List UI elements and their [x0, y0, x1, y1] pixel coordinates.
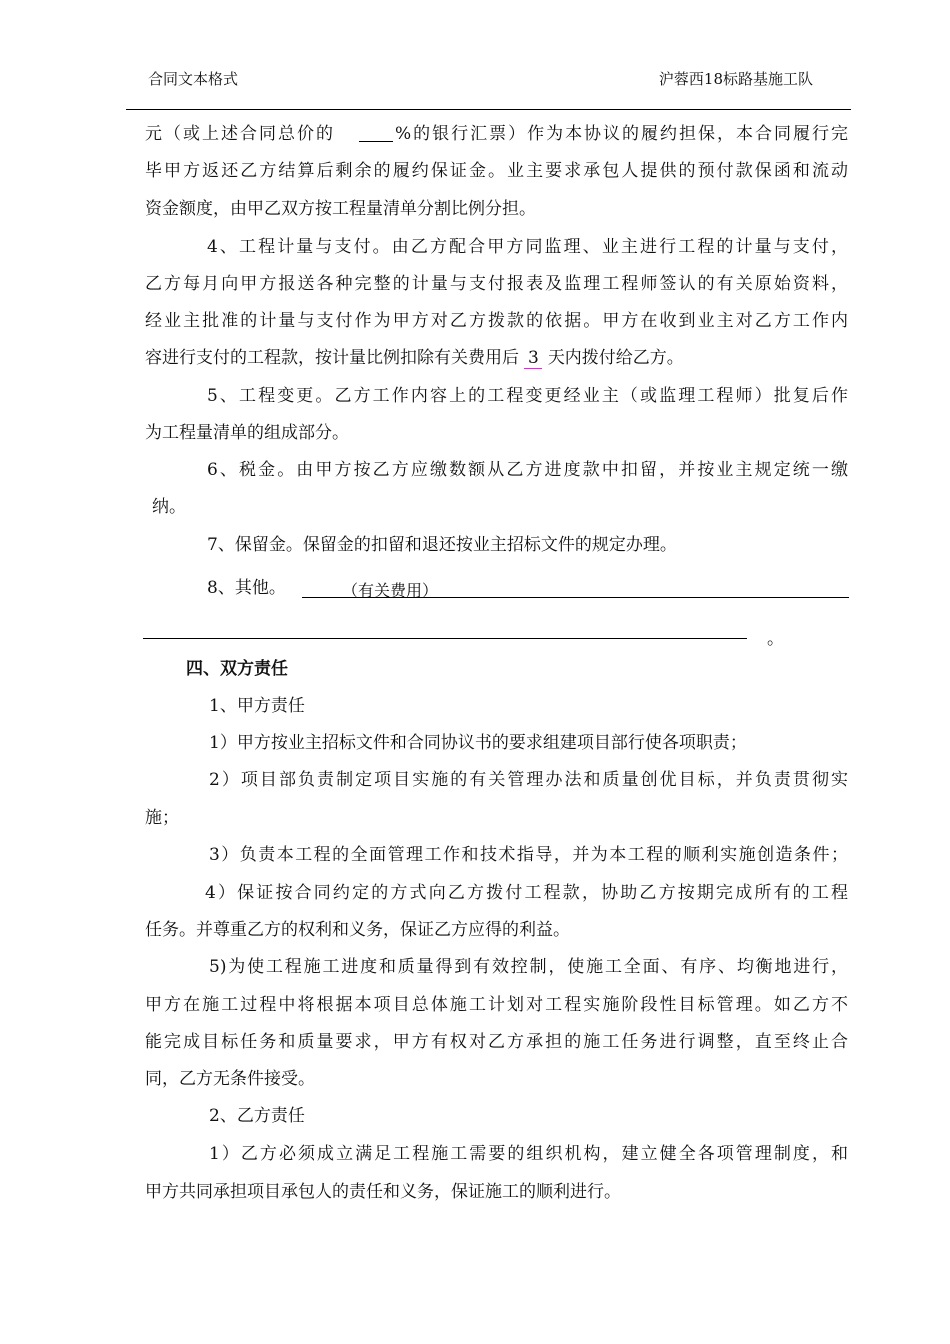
p3-line-3: 资金额度，由甲乙双方按工程量清单分割比例分担。 — [145, 199, 536, 219]
p6-line-2: 纳。 — [152, 497, 186, 517]
payment-days-value: 3 — [524, 348, 542, 369]
other-fill-line — [302, 580, 849, 598]
party-b-item-1-line-1: 1）乙方必须成立满足工程施工需要的组织机构，建立健全各项管理制度，和 — [209, 1144, 848, 1164]
percent-blank — [359, 125, 393, 142]
p8-label: 8、其他。 — [207, 578, 286, 598]
header-left-title: 合同文本格式 — [148, 70, 239, 88]
party-a-item-4-line-1: 4）保证按合同约定的方式向乙方拨付工程款，协助乙方按期完成所有的工程 — [205, 883, 848, 903]
p6-line-1: 6、税金。由甲方按乙方应缴数额从乙方进度款中扣留，并按业主规定统一缴 — [207, 460, 848, 480]
party-a-item-3: 3）负责本工程的全面管理工作和技术指导，并为本工程的顺利实施创造条件； — [209, 845, 848, 865]
party-a-item-1: 1）甲方按业主招标文件和合同协议书的要求组建项目部行使各项职责； — [209, 733, 747, 753]
section-4-title: 四、双方责任 — [186, 659, 288, 679]
p4-line-3: 经业主批准的计量与支付作为甲方对乙方拨款的依据。甲方在收到业主对乙方工作内 — [145, 311, 848, 331]
party-a-item-5-line-2: 甲方在施工过程中将根据本项目总体施工计划对工程实施阶段性目标管理。如乙方不 — [145, 995, 848, 1015]
p5-line-1: 5、工程变更。乙方工作内容上的工程变更经业主（或监理工程师）批复后作 — [207, 386, 848, 406]
header-right-title: 沪蓉西18标路基施工队 — [658, 70, 813, 88]
p4-line-4: 容进行支付的工程款，按计量比例扣除有关费用后 3 天内拨付给乙方。 — [145, 348, 684, 368]
party-a-item-2-line-1: 2）项目部负责制定项目实施的有关管理办法和质量创优目标，并负责贯彻实 — [209, 770, 848, 790]
party-b-title: 2、乙方责任 — [209, 1106, 305, 1126]
party-a-item-5-line-4: 同，乙方无条件接受。 — [145, 1069, 315, 1089]
other-fill-text: （有关费用） — [342, 581, 439, 600]
party-a-item-4-line-2: 任务。并尊重乙方的权利和义务，保证乙方应得的利益。 — [145, 920, 570, 940]
p8-end-period: 。 — [767, 629, 784, 649]
p7-line: 7、保留金。保留金的扣留和退还按业主招标文件的规定办理。 — [207, 535, 677, 555]
p4-line-1: 4、工程计量与支付。由乙方配合甲方同监理、业主进行工程的计量与支付， — [207, 237, 848, 257]
party-a-title: 1、甲方责任 — [209, 696, 305, 716]
p4-line-2: 乙方每月向甲方报送各种完整的计量与支付报表及监理工程师签认的有关原始资料， — [145, 274, 848, 294]
p5-line-2: 为工程量清单的组成部分。 — [145, 423, 349, 443]
header-divider — [126, 109, 851, 110]
party-b-item-1-line-2: 甲方共同承担项目承包人的责任和义务，保证施工的顺利进行。 — [145, 1182, 621, 1202]
party-a-item-5-line-1: 5)为使工程施工进度和质量得到有效控制，使施工全面、有序、均衡地进行， — [209, 957, 848, 977]
party-a-item-2-line-2: 施； — [145, 808, 179, 828]
party-a-item-5-line-3: 能完成目标任务和质量要求，甲方有权对乙方承担的施工任务进行调整，直至终止合 — [145, 1032, 848, 1052]
p3-line-2: 毕甲方返还乙方结算后剩余的履约保证金。业主要求承包人提供的预付款保函和流动 — [145, 161, 848, 181]
p3-line-1: 元（或上述合同总价的 %的银行汇票）作为本协议的履约担保，本合同履行完 — [145, 124, 848, 144]
other-fill-line-2 — [143, 638, 747, 639]
